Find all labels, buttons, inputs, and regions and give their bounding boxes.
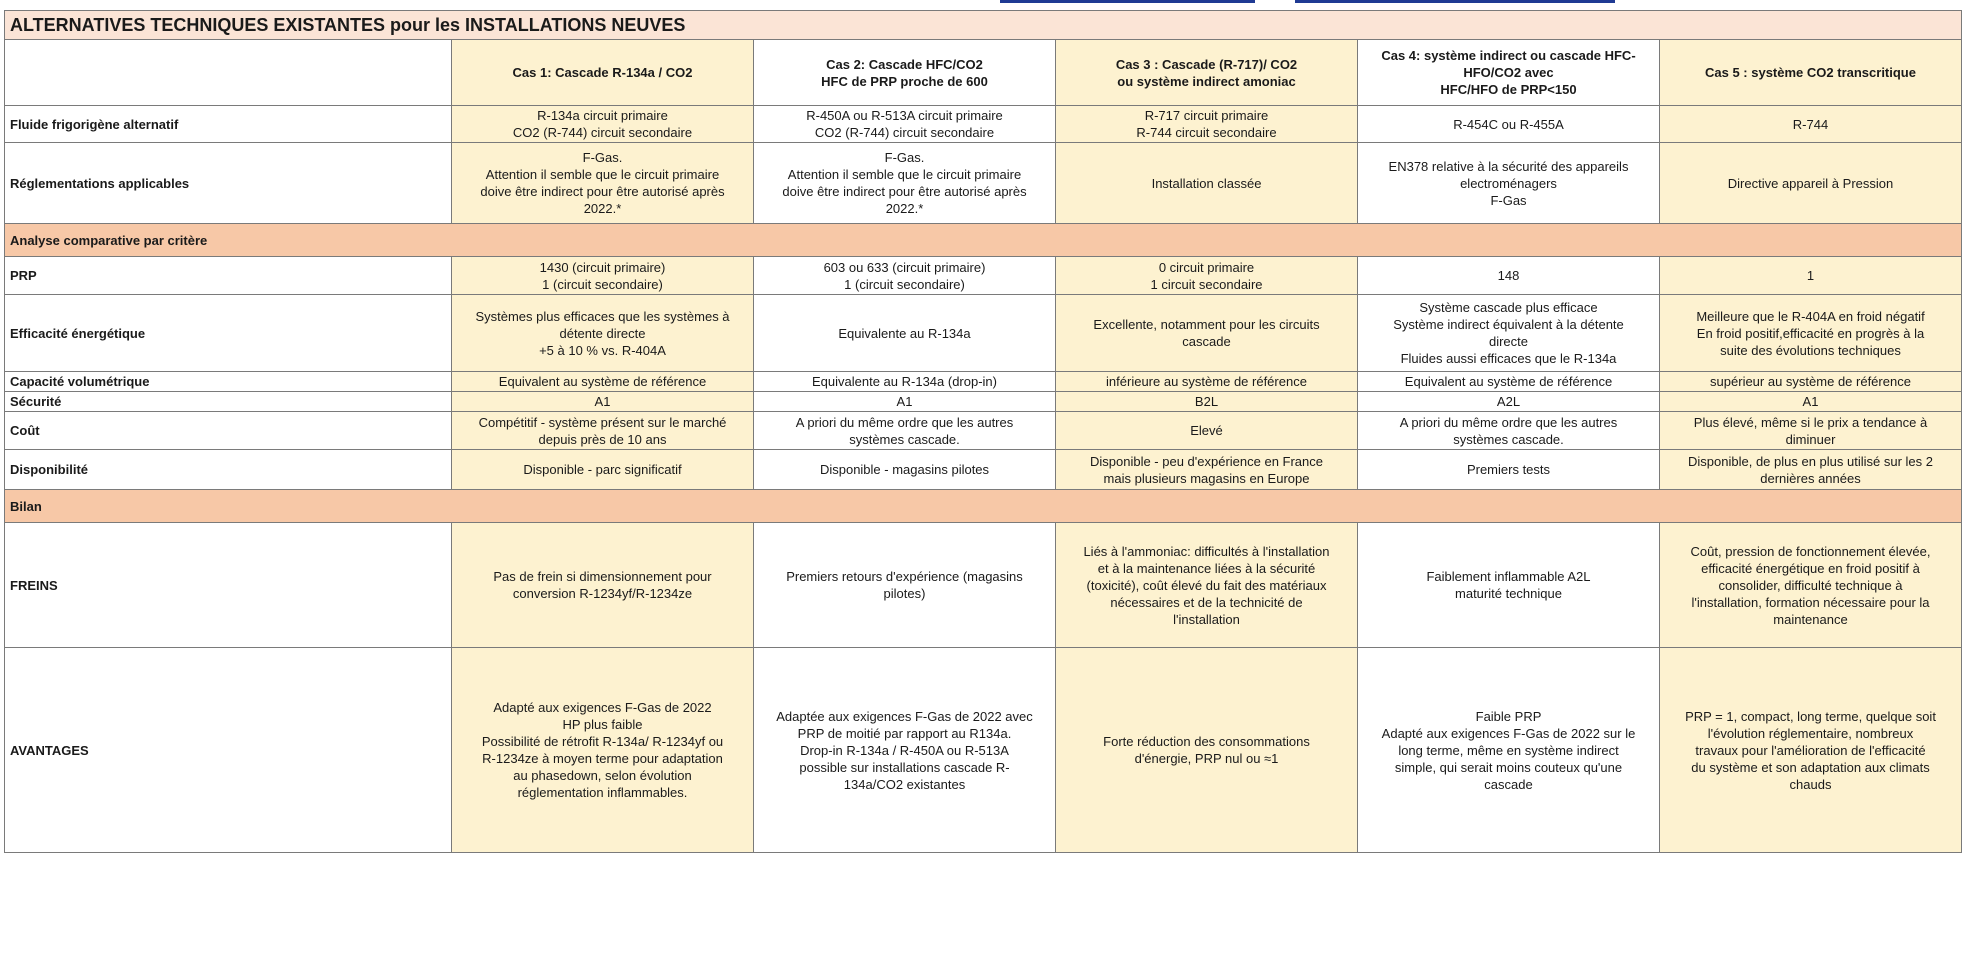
cell-line: cascade	[1484, 776, 1533, 792]
cell-line: Attention il semble que le circuit primaire	[485, 167, 720, 182]
table-row-disponibilite	[5, 450, 1962, 490]
cell-fluide-cas-3[interactable]	[1056, 106, 1358, 143]
top-line-right	[1295, 0, 1615, 3]
cell-line: Disponible, de plus en plus utilisé sur les 2	[1688, 453, 1933, 469]
cell-prp-cas-2[interactable]	[754, 257, 1056, 295]
cell-line: pilotes)	[883, 586, 926, 601]
cell-line: maintenance	[1773, 611, 1848, 627]
cell-line: Equivalente au R-134a (drop-in)	[812, 374, 997, 389]
cell-line: A2L	[1496, 394, 1521, 409]
row-label-prp: PRP	[5, 257, 452, 295]
cell-line: EN378 relative à la sécurité des appareils	[1388, 158, 1629, 174]
cell-line: A priori du même ordre que les autres	[795, 414, 1014, 430]
cell-line: Compétitif - système présent sur le marché	[478, 414, 727, 430]
top-border-decoration	[0, 0, 1976, 6]
cell-line: 1430 (circuit primaire)	[539, 259, 666, 275]
cell-prp-cas-4[interactable]	[1358, 257, 1660, 295]
cell-line: (toxicité), coût élevé du fait des matériaux	[1086, 577, 1327, 593]
cell-line: Disponible - peu d'expérience en France	[1089, 453, 1323, 469]
cell-line: inférieure au système de référence	[1106, 374, 1307, 389]
cell-line: simple, qui serait moins couteux qu'une	[1394, 759, 1623, 775]
cell-line: +5 à 10 % vs. R-404A	[539, 342, 666, 358]
header-empty-cell	[5, 40, 452, 106]
cell-line: supérieur au système de référence	[1710, 374, 1911, 389]
cell-line: PRP de moitié par rapport au R134a.	[797, 725, 1012, 741]
cell-line: doive être indirect pour être autorisé après	[480, 184, 725, 199]
cell-line: et à la maintenance liées à la sécurité	[1097, 560, 1316, 576]
cell-line: Drop-in R-134a / R-450A ou R-513A	[800, 742, 1009, 758]
cell-line: Premiers tests	[1466, 462, 1551, 477]
cell-line: Liés à l'ammoniac: difficultés à l'installation	[1083, 543, 1330, 559]
cell-line: Possibilité de rétrofit R-134a/ R-1234yf ou	[481, 734, 724, 749]
cell-line: mais plusieurs magasins en Europe	[1103, 470, 1310, 486]
cell-line: En froid positif,efficacité en progrès à la	[1696, 325, 1925, 341]
cell-line: 603 ou 633 (circuit primaire)	[823, 259, 986, 275]
row-label-avantages: AVANTAGES	[5, 648, 452, 853]
cell-disponibilite-cas-2[interactable]	[754, 450, 1056, 490]
cell-freins-cas-2[interactable]	[754, 523, 1056, 648]
cell-reglementations-cas-3[interactable]	[1056, 143, 1358, 224]
cell-line: F-Gas.	[884, 150, 925, 165]
cell-line: dernières années	[1760, 470, 1861, 486]
cell-line: Adapté aux exigences F-Gas de 2022	[493, 700, 712, 715]
cell-fluide-cas-5[interactable]	[1660, 106, 1962, 143]
cell-line: Système cascade plus efficace	[1419, 300, 1598, 315]
cell-line: Forte réduction des consommations	[1103, 734, 1310, 749]
cell-disponibilite-cas-5[interactable]	[1660, 450, 1962, 490]
cell-line: F-Gas	[1490, 192, 1527, 208]
section-row-bilan	[5, 490, 1962, 523]
cell-line: nécessaires et de la technicité de	[1110, 594, 1303, 610]
cell-line: PRP = 1, compact, long terme, quelque soit	[1685, 708, 1936, 724]
cell-line: maturité technique	[1455, 586, 1562, 601]
cell-efficacite-cas-1[interactable]	[452, 295, 754, 372]
cell-line: Meilleure que le R-404A en froid négatif	[1696, 308, 1925, 324]
cell-cout-cas-1[interactable]	[452, 412, 754, 450]
cell-securite-cas-5[interactable]	[1660, 392, 1962, 412]
cell-line: Elevé	[1190, 423, 1223, 438]
table-row-capacite	[5, 372, 1962, 392]
cell-efficacite-cas-5[interactable]	[1660, 295, 1962, 372]
cell-line: systèmes cascade.	[849, 431, 960, 447]
cell-avantages-cas-1[interactable]	[452, 648, 754, 853]
table-row-prp	[5, 257, 1962, 295]
cell-line: Fluides aussi efficaces que le R-134a	[1400, 351, 1617, 366]
cell-line: 0 circuit primaire	[1158, 259, 1255, 275]
cell-capacite-cas-1[interactable]	[452, 372, 754, 392]
cell-line: A1	[594, 394, 611, 409]
cell-line: Faiblement inflammable A2L	[1426, 569, 1591, 584]
cell-line: réglementation inflammables.	[517, 785, 688, 800]
cell-line: long terme, même en système indirect	[1398, 742, 1619, 758]
table-row-freins	[5, 523, 1962, 648]
cell-line: suite des évolutions techniques	[1720, 342, 1901, 358]
cell-disponibilite-cas-4[interactable]	[1358, 450, 1660, 490]
cell-line: R-744	[1792, 116, 1829, 132]
section-header-analyse: Analyse comparative par critère	[5, 224, 1962, 257]
cell-capacite-cas-3[interactable]	[1056, 372, 1358, 392]
cell-line: depuis près de 10 ans	[538, 431, 667, 447]
row-label-reglementations: Réglementations applicables	[5, 143, 452, 224]
table-row-securite	[5, 392, 1962, 412]
row-label-capacite: Capacité volumétrique	[5, 372, 452, 392]
cell-fluide-cas-4[interactable]	[1358, 106, 1660, 143]
cell-line: Cas 4: système indirect ou cascade HFC-	[1381, 48, 1636, 63]
cell-line: systèmes cascade.	[1453, 431, 1564, 447]
cell-line: CO2 (R-744) circuit secondaire	[814, 125, 995, 140]
cell-line: Adapté aux exigences F-Gas de 2022 sur le	[1381, 725, 1636, 741]
cell-line: R-454C ou R-455A	[1453, 116, 1564, 132]
cell-line: Cas 5 : système CO2 transcritique	[1705, 65, 1916, 80]
cell-line: directe	[1488, 334, 1529, 349]
cell-line: R-450A ou R-513A circuit primaire	[806, 108, 1003, 123]
cell-line: Disponible - parc significatif	[523, 462, 682, 477]
header-cas-4[interactable]	[1358, 40, 1660, 106]
cell-efficacite-cas-4[interactable]	[1358, 295, 1660, 372]
title-row	[5, 11, 1962, 40]
cell-line: 1 (circuit secondaire)	[844, 276, 965, 292]
cell-line: Equivalent au système de référence	[1404, 374, 1613, 389]
cell-line: détente directe	[559, 325, 646, 341]
cell-line: consolider, difficulté technique à	[1718, 577, 1903, 593]
cell-reglementations-cas-5[interactable]	[1660, 143, 1962, 224]
cell-line: R-744 circuit secondaire	[1136, 125, 1277, 140]
cell-line: A priori du même ordre que les autres	[1399, 414, 1618, 430]
cell-cout-cas-3[interactable]	[1056, 412, 1358, 450]
cell-freins-cas-5[interactable]	[1660, 523, 1962, 648]
cell-line: Equivalent au système de référence	[498, 374, 707, 389]
cell-line: Cas 3 : Cascade (R-717)/ CO2	[1115, 56, 1298, 72]
cell-prp-cas-1[interactable]	[452, 257, 754, 295]
table-row-avantages	[5, 648, 1962, 853]
cell-line: Faible PRP	[1475, 708, 1542, 724]
cell-line: 2022.*	[885, 201, 924, 216]
cell-line: l'installation	[1173, 611, 1240, 627]
cell-line: Coût, pression de fonctionnement élevée,	[1690, 543, 1931, 559]
cell-disponibilite-cas-3[interactable]	[1056, 450, 1358, 490]
cell-securite-cas-3[interactable]	[1056, 392, 1358, 412]
cell-reglementations-cas-1[interactable]	[452, 143, 754, 224]
table-row-fluide	[5, 106, 1962, 143]
cell-cout-cas-2[interactable]	[754, 412, 1056, 450]
header-row	[5, 40, 1962, 106]
row-label-cout: Coût	[5, 412, 452, 450]
cell-line: l'installation, formation nécessaire pour la	[1691, 594, 1930, 610]
cell-line: Système indirect équivalent à la détente	[1393, 317, 1624, 332]
cell-line: Cas 2: Cascade HFC/CO2	[826, 56, 983, 72]
cell-efficacite-cas-3[interactable]	[1056, 295, 1358, 372]
cell-line: doive être indirect pour être autorisé après	[782, 184, 1027, 199]
cell-line: HP plus faible	[562, 717, 643, 732]
cell-securite-cas-4[interactable]	[1358, 392, 1660, 412]
header-cas-3[interactable]	[1056, 40, 1358, 106]
cell-reglementations-cas-4[interactable]	[1358, 143, 1660, 224]
cell-line: Plus élevé, même si le prix a tendance à	[1693, 414, 1928, 430]
cell-line: R-1234ze à moyen terme pour adaptation	[482, 751, 723, 766]
cell-line: Directive appareil à Pression	[1727, 175, 1894, 191]
cell-line: travaux pour l'amélioration de l'efficacité	[1695, 742, 1926, 758]
cell-line: conversion R-1234yf/R-1234ze	[512, 586, 693, 601]
cell-line: HFO/CO2 avec	[1463, 65, 1554, 80]
cell-avantages-cas-5[interactable]	[1660, 648, 1962, 853]
cell-reglementations-cas-2[interactable]	[754, 143, 1056, 224]
cell-line: d'énergie, PRP nul ou ≈1	[1134, 751, 1279, 766]
cell-line: A1	[896, 394, 913, 409]
table-title: ALTERNATIVES TECHNIQUES EXISTANTES pour les INSTALLATIONS NEUVES	[5, 11, 1962, 40]
cell-line: chauds	[1789, 776, 1832, 792]
cell-line: 148	[1497, 268, 1520, 283]
header-cas-1[interactable]	[452, 40, 754, 106]
cell-line: au phasedown, selon évolution	[513, 768, 692, 783]
cell-line: Systèmes plus efficaces que les systèmes à	[475, 308, 730, 324]
cell-securite-cas-1[interactable]	[452, 392, 754, 412]
cell-line: efficacité énergétique en froid positif à	[1701, 560, 1920, 576]
cell-line: A1	[1802, 394, 1819, 409]
cell-avantages-cas-4[interactable]	[1358, 648, 1660, 853]
cell-prp-cas-3[interactable]	[1056, 257, 1358, 295]
row-label-fluide: Fluide frigorigène alternatif	[5, 106, 452, 143]
cell-fluide-cas-2[interactable]	[754, 106, 1056, 143]
cell-line: Equivalente au R-134a	[838, 325, 971, 341]
cell-capacite-cas-5[interactable]	[1660, 372, 1962, 392]
section-row-analyse	[5, 224, 1962, 257]
cell-line: Attention il semble que le circuit primaire	[787, 167, 1022, 182]
cell-line: 1 circuit secondaire	[1150, 276, 1263, 292]
cell-line: 2022.*	[583, 201, 622, 216]
cell-line: 134a/CO2 existantes	[843, 776, 966, 792]
cell-line: ou système indirect amoniac	[1117, 73, 1296, 89]
alternatives-table	[4, 10, 1962, 853]
cell-line: Disponible - magasins pilotes	[819, 462, 990, 477]
cell-freins-cas-1[interactable]	[452, 523, 754, 648]
cell-avantages-cas-2[interactable]	[754, 648, 1056, 853]
cell-line: l'évolution réglementaire, nombreux	[1707, 725, 1914, 741]
cell-freins-cas-3[interactable]	[1056, 523, 1358, 648]
cell-fluide-cas-1[interactable]	[452, 106, 754, 143]
cell-line: Installation classée	[1151, 175, 1262, 191]
cell-securite-cas-2[interactable]	[754, 392, 1056, 412]
cell-line: Adaptée aux exigences F-Gas de 2022 avec	[776, 708, 1033, 724]
cell-line: Pas de frein si dimensionnement pour	[493, 569, 712, 584]
cell-line: possible sur installations cascade R-	[799, 759, 1010, 775]
cell-capacite-cas-4[interactable]	[1358, 372, 1660, 392]
section-header-bilan: Bilan	[5, 490, 1962, 523]
cell-line: Premiers retours d'expérience (magasins	[786, 569, 1023, 584]
row-label-securite: Sécurité	[5, 392, 452, 412]
cell-line: HFC de PRP proche de 600	[821, 73, 988, 89]
cell-cout-cas-5[interactable]	[1660, 412, 1962, 450]
cell-line: R-717 circuit primaire	[1144, 108, 1269, 123]
cell-line: R-134a circuit primaire	[537, 108, 668, 123]
top-line-left	[1000, 0, 1255, 3]
cell-line: CO2 (R-744) circuit secondaire	[512, 125, 693, 140]
cell-line: cascade	[1182, 334, 1231, 349]
cell-line: du système et son adaptation aux climats	[1691, 759, 1930, 775]
table-row-cout	[5, 412, 1962, 450]
cell-line: 1	[1806, 268, 1815, 283]
header-cas-5[interactable]	[1660, 40, 1962, 106]
cell-efficacite-cas-2[interactable]	[754, 295, 1056, 372]
row-label-disponibilite: Disponibilité	[5, 450, 452, 490]
cell-freins-cas-4[interactable]	[1358, 523, 1660, 648]
cell-line: 1 (circuit secondaire)	[542, 276, 663, 292]
cell-line: diminuer	[1785, 431, 1836, 447]
cell-prp-cas-5[interactable]	[1660, 257, 1962, 295]
row-label-efficacite: Efficacité énergétique	[5, 295, 452, 372]
table-row-efficacite	[5, 295, 1962, 372]
cell-line: Excellente, notamment pour les circuits	[1093, 317, 1320, 332]
cell-cout-cas-4[interactable]	[1358, 412, 1660, 450]
row-label-freins: FREINS	[5, 523, 452, 648]
cell-avantages-cas-3[interactable]	[1056, 648, 1358, 853]
header-cas-2[interactable]	[754, 40, 1056, 106]
cell-line: electroménagers	[1460, 175, 1557, 191]
cell-line: F-Gas.	[582, 150, 623, 165]
table-row-reglementations	[5, 143, 1962, 224]
cell-capacite-cas-2[interactable]	[754, 372, 1056, 392]
cell-line: B2L	[1194, 394, 1219, 409]
cell-line: HFC/HFO de PRP<150	[1440, 82, 1577, 97]
cell-line: Cas 1: Cascade R-134a / CO2	[512, 65, 693, 80]
cell-disponibilite-cas-1[interactable]	[452, 450, 754, 490]
